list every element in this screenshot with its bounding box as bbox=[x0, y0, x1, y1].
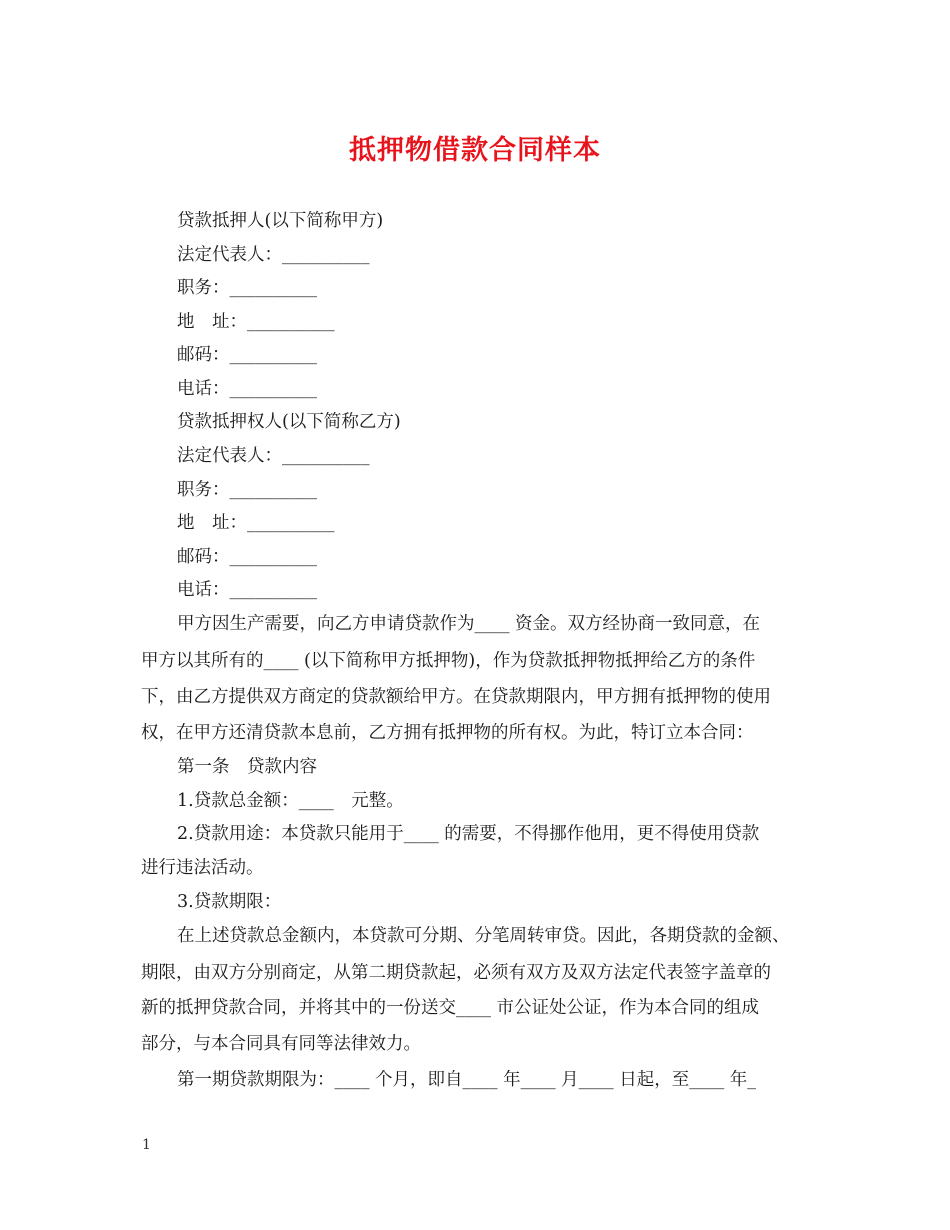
article-1-heading: 第一条 贷款内容 bbox=[177, 757, 317, 777]
party-b-postcode: 邮码：__________ bbox=[177, 547, 317, 567]
party-b-rep: 法定代表人：__________ bbox=[177, 446, 370, 466]
preamble-line: 甲方因生产需要，向乙方申请贷款作为____ 资金。双方经协商一致同意，在 bbox=[177, 614, 761, 634]
item-3-detail-line: 新的抵押贷款合同，并将其中的一份送交____ 市公证处公证，作为本合同的组成 bbox=[141, 998, 760, 1018]
page-number: 1 bbox=[142, 1137, 151, 1153]
party-a-heading: 贷款抵押人(以下简称甲方) bbox=[177, 211, 384, 231]
item-2-line: 2.贷款用途：本贷款只能用于____ 的需要，不得挪作他用，更不得使用贷款 bbox=[177, 824, 760, 844]
party-b-heading: 贷款抵押权人(以下简称乙方) bbox=[177, 412, 401, 432]
document-title: 抵押物借款合同样本 bbox=[349, 135, 601, 166]
party-b-address: 地 址：__________ bbox=[177, 513, 335, 533]
party-b-position: 职务：__________ bbox=[177, 480, 317, 500]
party-a-rep: 法定代表人：__________ bbox=[177, 245, 370, 265]
preamble-line: 下，由乙方提供双方商定的贷款额给甲方。在贷款期限内，甲方拥有抵押物的使用 bbox=[141, 687, 771, 707]
item-3-detail-line: 部分，与本合同具有同等法律效力。 bbox=[141, 1034, 421, 1054]
party-a-address: 地 址：__________ bbox=[177, 312, 335, 332]
item-2-line: 进行违法活动。 bbox=[141, 858, 264, 878]
party-a-position: 职务：__________ bbox=[177, 278, 317, 298]
party-b-phone: 电话：__________ bbox=[177, 580, 317, 600]
party-a-phone: 电话：__________ bbox=[177, 379, 317, 399]
preamble-line: 权，在甲方还清贷款本息前，乙方拥有抵押物的所有权。为此，特订立本合同： bbox=[141, 723, 754, 743]
first-period-line: 第一期贷款期限为：____ 个月，即自____ 年____ 月____ 日起，至____ 年_ bbox=[177, 1070, 757, 1090]
item-1: 1.贷款总金额：____ 元整。 bbox=[177, 791, 404, 811]
preamble-line: 甲方以其所有的____ (以下简称甲方抵押物)，作为贷款抵押物抵押给乙方的条件 bbox=[141, 651, 756, 671]
item-3: 3.贷款期限： bbox=[177, 892, 282, 912]
item-3-detail-line: 期限，由双方分别商定，从第二期贷款起，必须有双方及双方法定代表签字盖章的 bbox=[141, 963, 771, 983]
party-a-postcode: 邮码：__________ bbox=[177, 345, 317, 365]
item-3-detail-line: 在上述贷款总金额内，本贷款可分期、分笔周转审贷。因此，各期贷款的金额、 bbox=[177, 926, 790, 946]
